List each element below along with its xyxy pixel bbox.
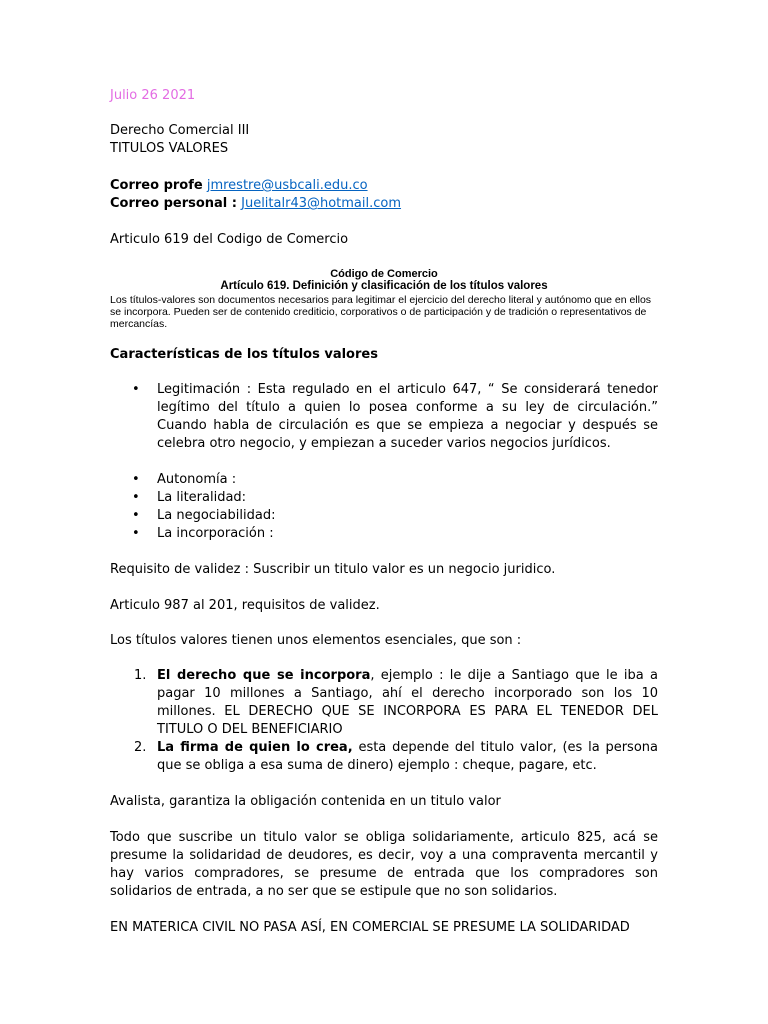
elementos-intro: Los títulos valores tienen unos elementos esenciales, que son : [110, 633, 522, 648]
solidaridad-paragraph: Todo que suscribe un titulo valor se obliga solidariamente, articulo 825, acá se presume la solidaridad de deudores, es decir, voy a una compraventa mercantil y hay varios compradores, se presume de entrada que los compradores son solidarios de entrada, a no ser que se estipule que no son solidarios. [110, 830, 658, 899]
element-text: esta depende del titulo valor, (es la persona que se obliga a esa suma de dinero) ejemplo : cheque, pagare, etc. [157, 740, 658, 773]
list-item [110, 739, 658, 775]
requisito-paragraph: Requisito de validez : Suscribir un titulo valor es un negocio juridico. [110, 562, 556, 577]
closing-statement: EN MATERICA CIVIL NO PASA ASÍ, EN COMERCIAL SE PRESUME LA SOLIDARIDAD [110, 920, 630, 935]
characteristic-label: Autonomía : [157, 472, 237, 487]
characteristic-label: La literalidad: [157, 490, 247, 505]
bullet-icon: • [132, 508, 140, 523]
quote-body: Los títulos-valores son documentos necesarios para legitimar el ejercicio del derecho literal y autónomo que en ellos se incorpora. Pueden ser de contenido crediticio, corporativos o de participación y de tradición o representativos de mercancías. [110, 294, 652, 330]
professor-email-link[interactable]: jmrestre@usbcali.edu.co [206, 178, 368, 193]
element-number: 1. [134, 668, 147, 683]
element-text: , ejemplo : le dije a Santiago que le iba a pagar 10 millones a Santiago, ahí el derecho incorporado son los 10 millones. EL DERECHO QUE SE INCORPORA ES PARA EL TENEDOR DEL TITULO O DEL BENEFICIARIO [157, 668, 659, 737]
list-item [110, 381, 658, 453]
legitimacion-text: Legitimación : Esta regulado en el articulo 647, “ Se considerará tenedor legítimo del título a quien lo posea conforme a su ley de circulación.” Cuando habla de circulación es que se empieza a negociar y después se celebra otro negocio, y empiezan a suceder varios negocios jurídicos. [157, 382, 658, 451]
article-619-quote [110, 268, 658, 330]
bullet-icon: • [132, 472, 140, 487]
article-reference: Articulo 619 del Codigo de Comercio [110, 232, 349, 247]
element-number: 2. [134, 740, 147, 755]
element-title: La firma de quien lo crea, [157, 740, 353, 755]
bullet-icon: • [132, 526, 140, 541]
list-item [110, 471, 658, 489]
characteristics-list [110, 471, 658, 543]
quote-title: Código de Comercio [330, 268, 438, 280]
characteristic-label: La incorporación : [157, 526, 274, 541]
document-date: Julio 26 2021 [110, 88, 196, 103]
list-item [110, 525, 658, 543]
bullet-icon: • [132, 490, 140, 505]
characteristics-heading: Características de los títulos valores [110, 347, 378, 362]
personal-email-label: Correo personal : [110, 196, 237, 211]
list-item [110, 489, 658, 507]
personal-email-line [110, 195, 658, 213]
course-title: Derecho Comercial III [110, 123, 250, 138]
bullet-icon: • [132, 382, 140, 397]
element-title: El derecho que se incorpora [157, 668, 371, 683]
avalista-paragraph: Avalista, garantiza la obligación contenida en un titulo valor [110, 794, 501, 809]
professor-email-line [110, 177, 658, 195]
quote-subtitle: Artículo 619. Definición y clasificación de los títulos valores [220, 280, 548, 292]
personal-email-link[interactable]: Juelitalr43@hotmail.com [241, 196, 402, 211]
legitimacion-list [110, 381, 658, 453]
articulo-987-paragraph: Articulo 987 al 201, requisitos de validez. [110, 598, 380, 613]
topic-title: TITULOS VALORES [110, 141, 229, 156]
professor-email-label: Correo profe [110, 178, 203, 193]
list-item [110, 507, 658, 525]
characteristic-label: La negociabilidad: [157, 508, 276, 523]
list-item [110, 667, 658, 739]
elements-list [110, 667, 658, 775]
